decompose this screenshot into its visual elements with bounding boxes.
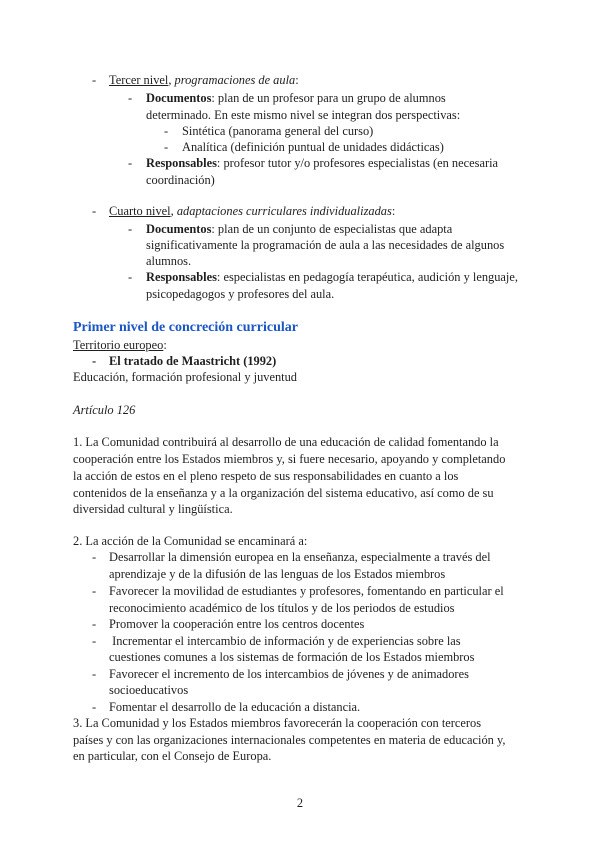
level-three-title (109, 71, 299, 89)
bullet-dash: - (92, 700, 97, 714)
level-four-name: Cuarto nivel (109, 204, 171, 218)
bullet-dash: - (92, 634, 97, 648)
paragraph-one-line: diversidad cultural y lingüística. (73, 502, 233, 516)
paragraph-three-line: países y con las organizaciones internacionales competentes en materia de educación y, (73, 733, 506, 747)
perspective-item: Sintética (panorama general del curso) (182, 124, 374, 138)
docs-text: : plan de un profesor para un grupo de alumnos (211, 91, 446, 105)
treaty-subject: Educación, formación profesional y juventud (73, 370, 297, 384)
paragraph-three-line: en particular, con el Consejo de Europa. (73, 749, 272, 763)
paragraph-one-line: contenidos de la enseñanza y a la organización del sistema educativo, así como de su (73, 486, 494, 500)
paragraph-one-line: 1. La Comunidad contribuirá al desarrollo de una educación de calidad fomentando la (73, 435, 499, 449)
bullet-dash: - (92, 617, 97, 631)
aim-item-line: Fomentar el desarrollo de la educación a distancia. (109, 700, 361, 714)
level-four-title (109, 202, 395, 220)
bullet-dash: - (128, 91, 133, 105)
docs-label: Documentos (146, 91, 212, 105)
page-number: 2 (296, 796, 304, 810)
paragraph-two-intro: 2. La acción de la Comunidad se encaminará a: (73, 534, 308, 548)
aim-item-line: Promover la cooperación entre los centros docentes (109, 617, 365, 631)
bullet-dash: - (92, 354, 97, 368)
level-four-docs-cont: alumnos. (146, 254, 192, 268)
docs-label: Documentos (146, 222, 212, 236)
resp-text: : especialistas en pedagogía terapéutica, audición y lenguaje, (216, 270, 518, 284)
aim-item-line: aprendizaje y de la difusión de las lenguas de los Estados miembros (109, 567, 446, 581)
bullet-dash: - (164, 140, 169, 154)
level-three-sep: , (168, 73, 175, 87)
bullet-dash: - (92, 584, 97, 598)
aim-item-line: Desarrollar la dimensión europea en la enseñanza, especialmente a través del (109, 550, 491, 564)
aim-item-line: socioeducativos (109, 683, 189, 697)
territorio-colon: : (163, 338, 167, 352)
docs-text: : plan de un conjunto de especialistas que adapta (211, 222, 453, 236)
level-four-resp-cont: psicopedagogos y profesores del aula. (146, 287, 335, 301)
aim-item-line: Favorecer el incremento de los intercambios de jóvenes y de animadores (109, 667, 469, 681)
bullet-dash: - (164, 124, 169, 138)
paragraph-one-line: cooperación entre los Estados miembros y, si fuere necesario, apoyando y completando (73, 452, 506, 466)
resp-label: Responsables (146, 156, 217, 170)
level-four-docs-cont: significativamente la programación de aula a las necesidades de algunos (146, 238, 505, 252)
paragraph-one-line: la acción de estos en el pleno respeto de sus responsabilidades en cuanto a los (73, 469, 459, 483)
level-three-name: Tercer nivel (109, 73, 169, 87)
bullet-dash: - (128, 156, 133, 170)
level-three-subtitle: programaciones de aula (174, 73, 296, 87)
bullet-dash: - (128, 222, 133, 236)
level-four-sep: , (170, 204, 177, 218)
resp-text: : profesor tutor y/o profesores especialistas (en necesaria (216, 156, 499, 170)
territorio-text: Territorio europeo (73, 338, 164, 352)
level-three-docs-cont: determinado. En este mismo nivel se integran dos perspectivas: (146, 108, 461, 122)
bullet-dash: - (92, 550, 97, 564)
level-three-resp-cont: coordinación) (146, 173, 215, 187)
bullet-dash: - (92, 73, 97, 87)
aim-item-line: cuestiones comunes a los sistemas de formación de los Estados miembros (109, 650, 475, 664)
level-three-resp (146, 154, 498, 172)
aim-item-line: Incrementar el intercambio de información y de experiencias sobre las (109, 634, 461, 648)
article-label: Artículo 126 (73, 403, 136, 417)
section-heading: Primer nivel de concreción curricular (73, 320, 298, 335)
level-four-colon: : (391, 204, 396, 218)
level-three-colon: : (295, 73, 299, 87)
level-four-resp (146, 268, 518, 286)
paragraph-three-line: 3. La Comunidad y los Estados miembros favorecerán la cooperación con terceros (73, 716, 482, 730)
aim-item-line: Favorecer la movilidad de estudiantes y profesores, fomentando en particular el (109, 584, 504, 598)
bullet-dash: - (128, 270, 133, 284)
treaty-title: El tratado de Maastricht (1992) (109, 354, 277, 368)
bullet-dash: - (92, 667, 97, 681)
bullet-dash: - (92, 204, 97, 218)
aim-item-line: reconocimiento académico de los títulos y de los periodos de estudios (109, 601, 455, 615)
perspective-item: Analítica (definición puntual de unidades didácticas) (182, 140, 444, 154)
level-four-subtitle: adaptaciones curriculares individualizadas (176, 204, 392, 218)
resp-label: Responsables (146, 270, 217, 284)
level-three-docs (146, 89, 446, 107)
